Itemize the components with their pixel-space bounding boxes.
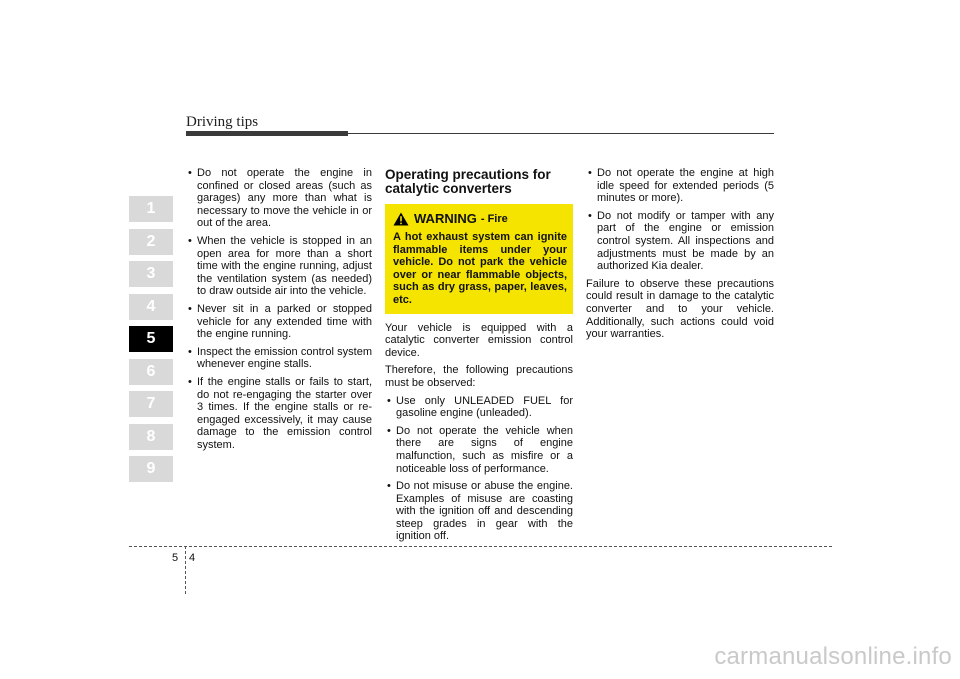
chapter-tab-1[interactable]: 1 <box>129 196 173 222</box>
column-2 <box>385 167 573 548</box>
column-1 <box>186 167 372 456</box>
warning-text: A hot exhaust system can ignite flammable items under your vehicle. Do not park the vehicle over or near flammable objects, such as dry grass, paper, leaves, etc. <box>393 231 567 306</box>
warning-label: WARNING <box>414 210 477 226</box>
column-3 <box>586 167 774 346</box>
warning-triangle-icon <box>393 212 409 226</box>
list-item: • Inspect the emission control system whenever engine stalls. <box>186 346 372 371</box>
bullet-list <box>586 167 774 273</box>
list-item: • Do not misuse or abuse the engine. Examples of misuse are coasting with the ignition off and descending steep grades in gear with the ignition off. <box>385 480 573 543</box>
list-item: • When the vehicle is stopped in an open area for more than a short time with the engine running, adjust the ventilation system (as needed) to draw outside air into the vehicle. <box>186 235 372 298</box>
watermark: carmanualsonline.info <box>714 643 952 670</box>
chapter-tab-8[interactable]: 8 <box>129 424 173 450</box>
header-title: Driving tips <box>186 114 259 130</box>
chapter-tab-2[interactable]: 2 <box>129 229 173 255</box>
chapter-tab-4[interactable]: 4 <box>129 294 173 320</box>
warning-box <box>385 204 573 314</box>
paragraph: Your vehicle is equipped with a catalytic converter emission control device. <box>385 321 573 359</box>
list-item: • Do not operate the engine at high idle speed for extended periods (5 minutes or more). <box>586 167 774 205</box>
list-item: • If the engine stalls or fails to start, do not re-engaging the starter over 3 times. If the engine stalls or re-engaged excessively, it may cause damage to the emission control system. <box>186 376 372 452</box>
footer-vertical-divider <box>185 546 186 594</box>
list-item: • Never sit in a parked or stopped vehicle for any extended time with the engine running. <box>186 303 372 341</box>
chapter-tab-9[interactable]: 9 <box>129 456 173 482</box>
section-title: Operating precautions for catalytic converters <box>385 167 551 196</box>
chapter-tab-7[interactable]: 7 <box>129 391 173 417</box>
chapter-tab-6[interactable]: 6 <box>129 359 173 385</box>
chapter-tabs <box>129 196 173 489</box>
bullet-list <box>385 395 573 544</box>
header-rule-thick <box>186 131 348 136</box>
list-item: • Do not modify or tamper with any part of the engine or emission control system. All inspections and adjustments must be made by an authorized Kia dealer. <box>586 210 774 273</box>
header-rule-thin <box>348 133 774 134</box>
paragraph: Therefore, the following precautions must be observed: <box>385 364 573 389</box>
footer-divider <box>129 546 832 547</box>
list-item: • Do not operate the engine in confined or closed areas (such as garages) any more than what is necessary to move the vehicle in or out of the area. <box>186 167 372 230</box>
chapter-tab-5[interactable]: 5 <box>129 326 173 352</box>
warning-header <box>393 212 567 226</box>
warning-sublabel: - Fire <box>480 212 508 225</box>
page-number: 4 <box>189 552 196 564</box>
chapter-tab-3[interactable]: 3 <box>129 261 173 287</box>
list-item: • Use only UNLEADED FUEL for gasoline engine (unleaded). <box>385 395 573 420</box>
paragraph: Failure to observe these precautions could result in damage to the catalytic converter and to your vehicle. Additionally, such actions could void your warranties. <box>586 277 774 341</box>
list-item: • Do not operate the vehicle when there are signs of engine malfunction, such as misfire or a noticeable loss of performance. <box>385 425 573 475</box>
page-chapter-number: 5 <box>172 552 179 564</box>
bullet-list <box>186 167 372 451</box>
